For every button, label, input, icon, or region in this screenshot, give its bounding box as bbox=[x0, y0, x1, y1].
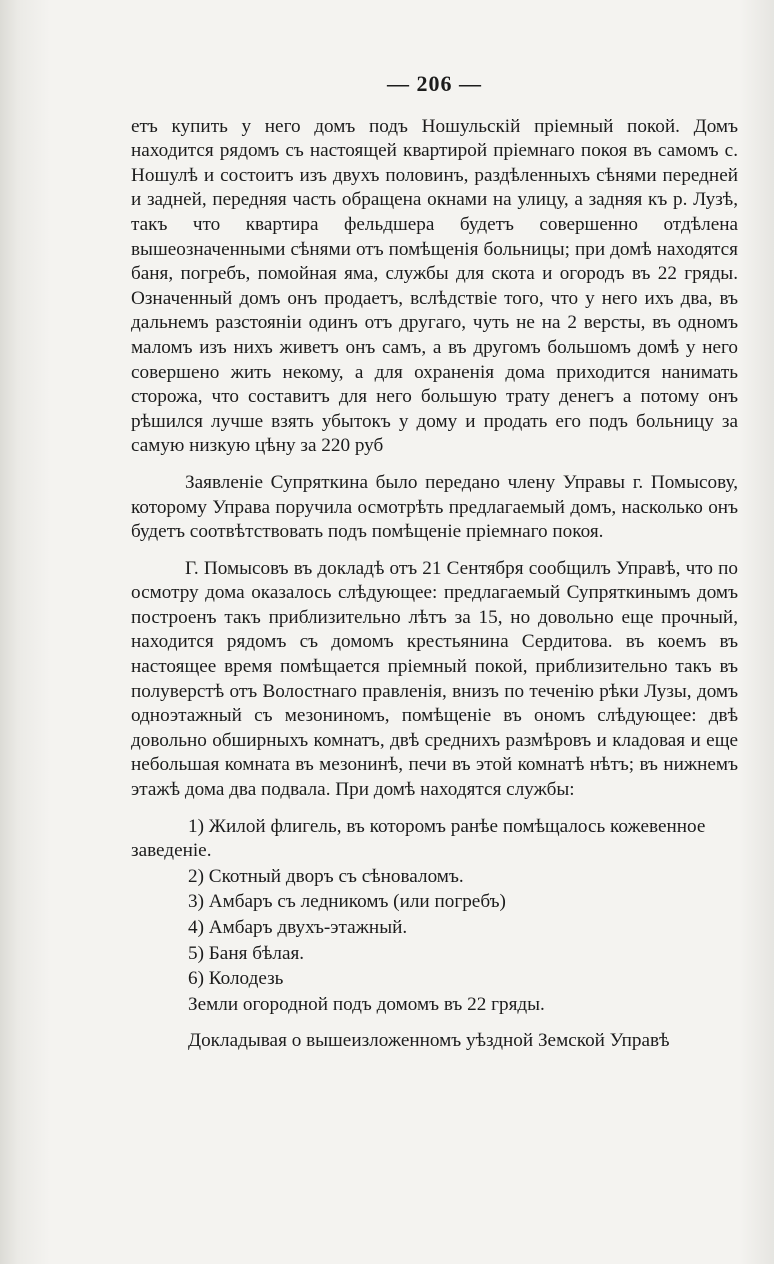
page-number: — 206 — bbox=[387, 71, 482, 96]
final-line: Докладывая о вышеизложенномъ уѣздной Земской Управѣ bbox=[188, 1030, 670, 1052]
paragraph-3: Г. Помысовъ въ докладѣ отъ 21 Сентября сообщилъ Управѣ, что по осмотру дома оказалось слѣдующее: предлагаемый Супряткинымъ домъ построенъ такъ приблизительно лѣтъ за 15, но довольно еще прочный, находится рядомъ съ домомъ крестьянина Сердитова. въ коемъ въ настоящее время помѣщается пріемный покой, приблизительно такъ въ полуверстѣ отъ Волостнаго правленія, внизъ по теченію рѣки Лузы, домъ одноэтажный съ мезониномъ, помѣщеніе въ ономъ слѣдующее: двѣ довольно обширныхъ комнатъ, двѣ среднихъ размѣровъ и кладовая и еще небольшая комната въ мезонинѣ, печи въ этой комнатѣ нѣтъ; въ нижнемъ этажѣ дома два подвала. При домѣ находятся службы: bbox=[131, 557, 738, 801]
list-item: Земли огородной подъ домомъ въ 22 гряды. bbox=[188, 993, 545, 1015]
services-list bbox=[131, 815, 738, 1018]
list-item: 5) Баня бѣлая. bbox=[188, 942, 305, 964]
paragraph-1: етъ купить у него домъ подъ Ношульскій пріемный покой. Домъ находится рядомъ съ настоящей квартирой пріемнаго покоя въ самомъ с. Ношулѣ и состоитъ изъ двухъ половинъ, раздѣленныхъ сѣнями передней и задней, передняя часть обращена окнами на улицу, а задняя къ р. Лузѣ, такъ что квартира фельдшера будетъ совершенно отдѣлена вышеозначенными сѣнями отъ помѣщенія больницы; при домѣ находятся баня, погребъ, помойная яма, службы для скота и огородъ въ 22 гряды. Означенный домъ онъ продаетъ, вслѣдствіе того, что у него ихъ два, въ дальнемъ разстояніи одинъ отъ другаго, чуть не на 2 версты, въ одномъ маломъ изъ нихъ живетъ онъ самъ, а въ другомъ большомъ домѣ у него совершено жить некому, а для охраненія дома приходится нанимать сторожа, что составитъ для него большую трату денегъ а потому онъ рѣшился лучше взять убытокъ у дому и продать его подъ больницу за самую низкую цѣну за 220 руб bbox=[131, 115, 738, 457]
paragraph-2: Заявленіе Супряткина было передано члену Управы г. Помысову, которому Управа поручила осмотрѣть предлагаемый домъ, насколько онъ будетъ соотвѣтствовать подъ помѣщеніе пріемнаго покоя. bbox=[131, 471, 738, 543]
list-item: 2) Скотный дворъ съ сѣноваломъ. bbox=[188, 865, 464, 887]
list-item: 4) Амбаръ двухъ-этажный. bbox=[188, 917, 408, 938]
list-item: 3) Амбаръ съ ледникомъ (или погребъ) bbox=[188, 891, 506, 913]
list-item: 6) Колодезь bbox=[188, 968, 284, 990]
list-item: 1) Жилой флигель, въ которомъ ранѣе помѣщалось кожевенное заведеніе. bbox=[131, 815, 706, 862]
page-text bbox=[131, 70, 738, 1054]
